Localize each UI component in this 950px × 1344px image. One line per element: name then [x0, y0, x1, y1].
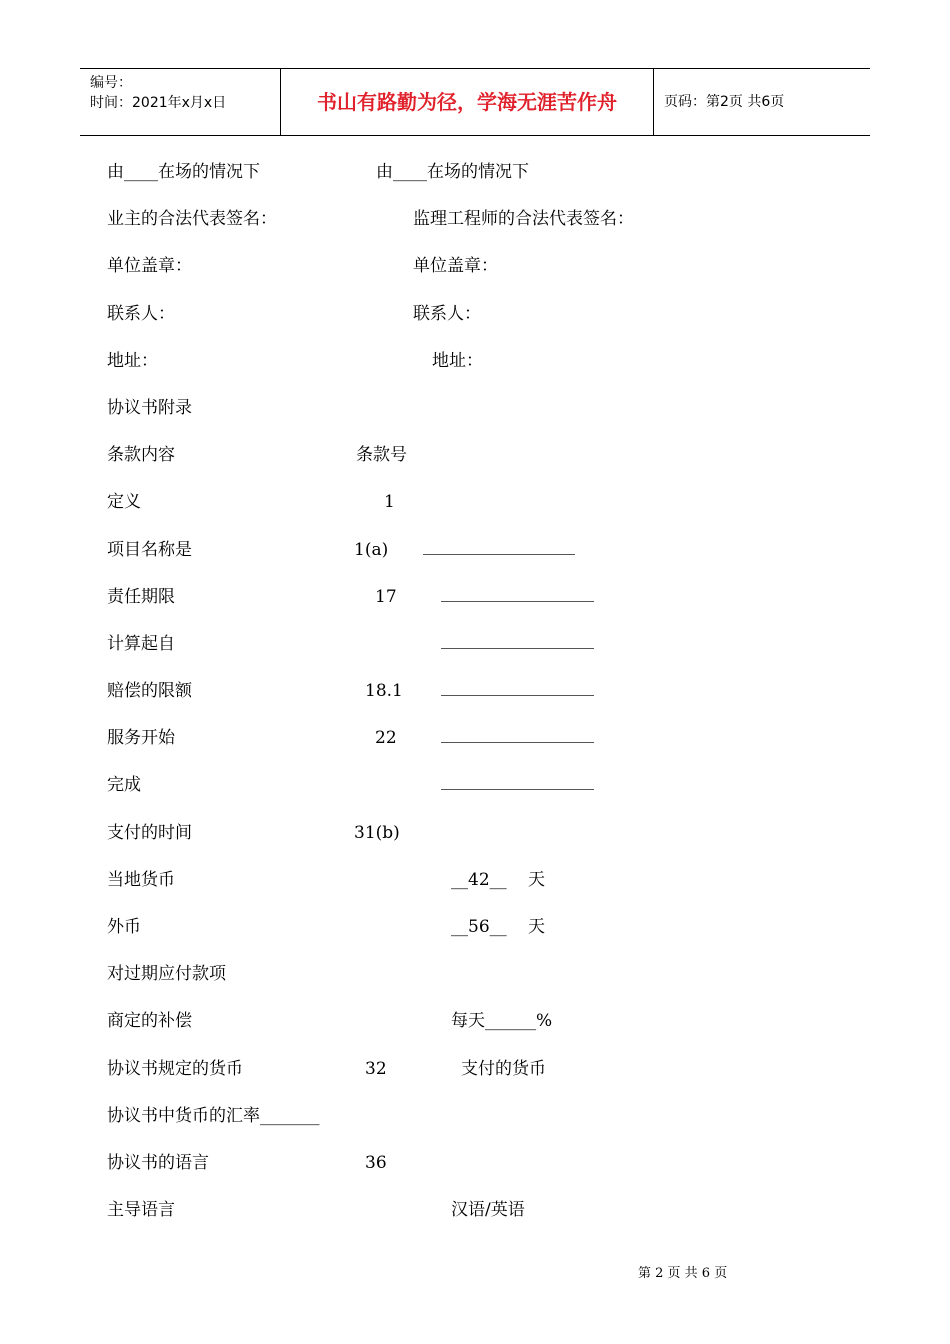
page-header: [80, 68, 870, 136]
page-footer: 第 2 页 共 6 页: [638, 1266, 728, 1281]
row-label: 支付的时间: [107, 823, 192, 843]
blank-line: [423, 538, 575, 562]
owner-signature-label: 业主的合法代表签名：: [107, 209, 277, 229]
presence-right: 由____在场的情况下: [376, 162, 529, 182]
row-label: 责任期限: [107, 587, 175, 607]
address-right-label: 地址：: [432, 351, 483, 371]
row-clause-no: 22: [375, 728, 397, 748]
header-page-info: 页码：第2页 共6页: [664, 94, 785, 110]
row-clause-no: 17: [375, 587, 397, 607]
header-meta: [80, 69, 281, 135]
blank-line: [441, 585, 594, 609]
row-value: 支付的货币: [461, 1059, 546, 1079]
blank-line: [441, 773, 594, 797]
blank-line: [441, 679, 594, 703]
row-clause-no: 18.1: [365, 681, 403, 701]
row-label: 协议书的语言: [107, 1153, 209, 1173]
row-label: 协议书规定的货币: [107, 1059, 243, 1079]
contact-right-label: 联系人：: [413, 304, 481, 324]
col-no-header: 条款号: [356, 445, 407, 465]
header-motto: 书山有路勤为径，学海无涯苦作舟: [281, 69, 654, 135]
blank-line: [441, 632, 594, 656]
row-value: __56__: [451, 917, 507, 937]
row-label: 商定的补偿: [107, 1011, 192, 1031]
address-left-label: 地址：: [107, 351, 158, 371]
appendix-title: 协议书附录: [107, 398, 192, 418]
row-label: 对过期应付款项: [107, 964, 226, 984]
presence-left: 由____在场的情况下: [107, 162, 260, 182]
row-label: 外币: [107, 917, 141, 937]
seal-right-label: 单位盖章：: [413, 256, 498, 276]
row-label: 定义: [107, 492, 141, 512]
row-label: 完成: [107, 775, 141, 795]
row-label: 协议书中货币的汇率_______: [107, 1106, 320, 1126]
engineer-signature-label: 监理工程师的合法代表签名：: [413, 209, 634, 229]
date-label: 时间：2021年x月x日: [90, 95, 227, 111]
row-clause-no: 31(b): [354, 823, 400, 843]
row-label: 项目名称是: [107, 540, 192, 560]
row-label: 计算起自: [107, 634, 175, 654]
col-content-header: 条款内容: [107, 445, 175, 465]
row-value: 每天______%: [451, 1011, 553, 1031]
row-label: 当地货币: [107, 870, 175, 890]
row-unit: 天: [528, 870, 545, 890]
row-value: __42__: [451, 870, 507, 890]
row-clause-no: 1: [384, 492, 395, 512]
seal-left-label: 单位盖章：: [107, 256, 192, 276]
row-clause-no: 1(a): [354, 540, 389, 560]
row-clause-no: 32: [365, 1059, 387, 1079]
contact-left-label: 联系人：: [107, 304, 175, 324]
row-value: 汉语/英语: [451, 1200, 525, 1220]
blank-line: [441, 726, 594, 750]
doc-number-label: 编号：: [90, 75, 132, 91]
row-label: 服务开始: [107, 728, 175, 748]
row-clause-no: 36: [365, 1153, 387, 1173]
row-unit: 天: [528, 917, 545, 937]
row-label: 赔偿的限额: [107, 681, 192, 701]
row-label: 主导语言: [107, 1200, 175, 1220]
